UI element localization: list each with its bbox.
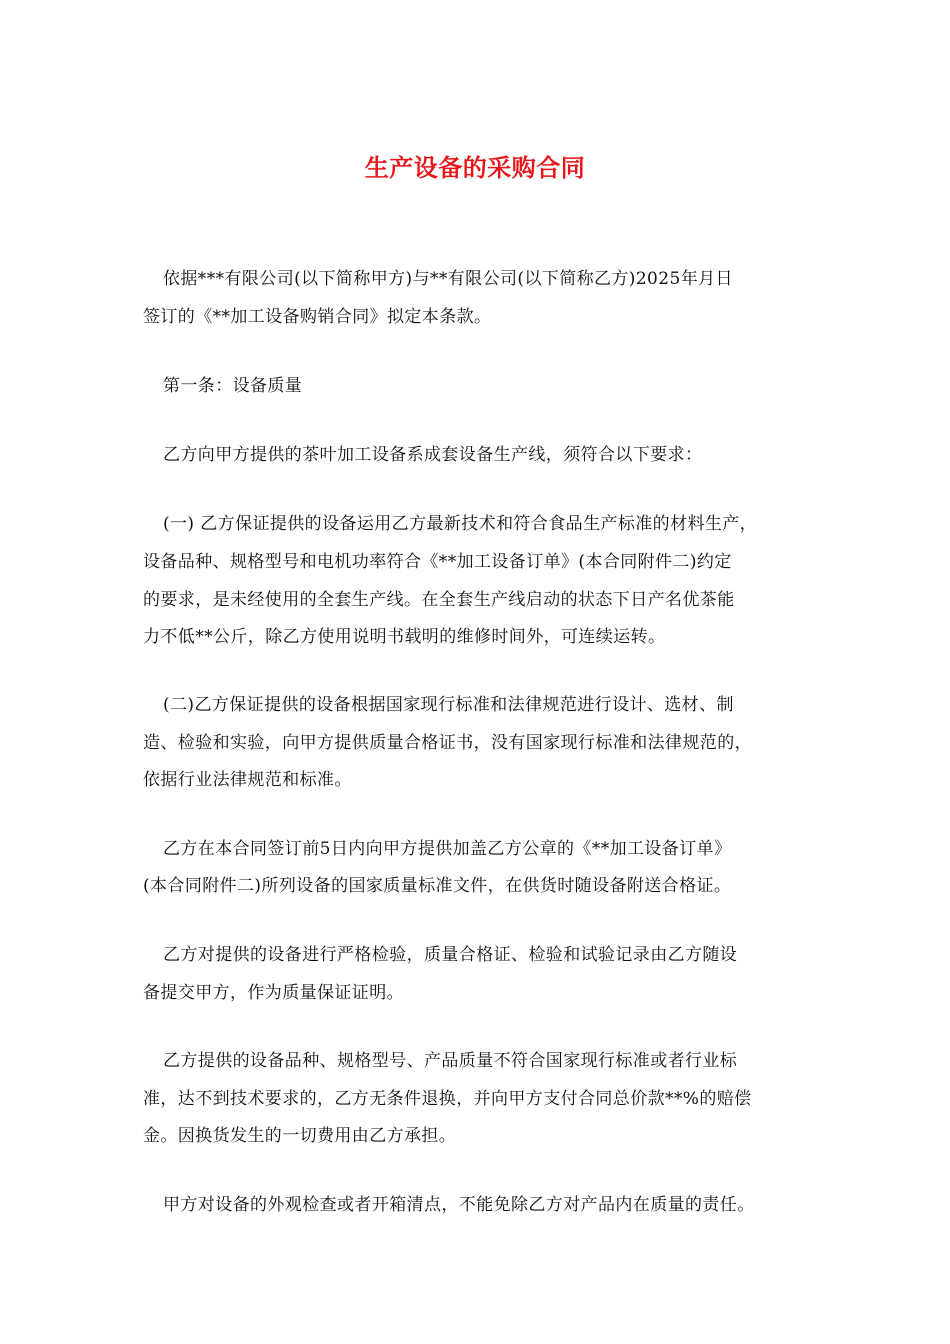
paragraph-1-line-2: 签订的《**加工设备购销合同》拟定本条款。	[143, 307, 492, 327]
clause-1-line-1: (一) 乙方保证提供的设备运用乙方最新技术和符合食品生产标准的材料生产，	[163, 514, 758, 534]
paragraph-2-line-1: 乙方向甲方提供的茶叶加工设备系成套设备生产线，须符合以下要求：	[163, 445, 703, 465]
paragraph-3-line-1: 乙方在本合同签订前5日内向甲方提供加盖乙方公章的《**加工设备订单》	[163, 839, 732, 859]
paragraph-4-line-1: 乙方对提供的设备进行严格检验，质量合格证、检验和试验记录由乙方随设	[163, 945, 738, 965]
paragraph-3-line-2: (本合同附件二)所列设备的国家质量标准文件，在供货时随设备附送合格证。	[143, 876, 732, 896]
paragraph-5-line-3: 金。因换货发生的一切费用由乙方承担。	[143, 1126, 457, 1146]
clause-2-line-3: 依据行业法律规范和标准。	[143, 770, 352, 790]
clause-2-line-1: (二)乙方保证提供的设备根据国家现行标准和法律规范进行设计、选材、制	[163, 695, 734, 715]
document-title: 生产设备的采购合同	[364, 154, 586, 182]
paragraph-4-line-2: 备提交甲方，作为质量保证证明。	[143, 983, 404, 1003]
clause-2-line-2: 造、检验和实验，向甲方提供质量合格证书，没有国家现行标准和法律规范的，	[143, 733, 752, 753]
paragraph-5-line-1: 乙方提供的设备品种、规格型号、产品质量不符合国家现行标准或者行业标	[163, 1051, 738, 1071]
paragraph-5-line-2: 准，达不到技术要求的，乙方无条件退换，并向甲方支付合同总价款**%的赔偿	[143, 1089, 752, 1109]
clause-1-line-4: 力不低**公斤，除乙方使用说明书载明的维修时间外，可连续运转。	[143, 627, 666, 647]
clause-1-line-3: 的要求，是未经使用的全套生产线。在全套生产线启动的状态下日产名优茶能	[143, 590, 735, 610]
clause-1-line-2: 设备品种、规格型号和电机功率符合《**加工设备订单》(本合同附件二)约定	[143, 552, 732, 572]
article-1-heading: 第一条：设备质量	[163, 376, 303, 396]
paragraph-1-line-1: 依据***有限公司(以下简称甲方)与**有限公司(以下简称乙方)2025年月日	[163, 269, 733, 289]
paragraph-6-line-1: 甲方对设备的外观检查或者开箱清点，不能免除乙方对产品内在质量的责任。	[163, 1195, 755, 1215]
